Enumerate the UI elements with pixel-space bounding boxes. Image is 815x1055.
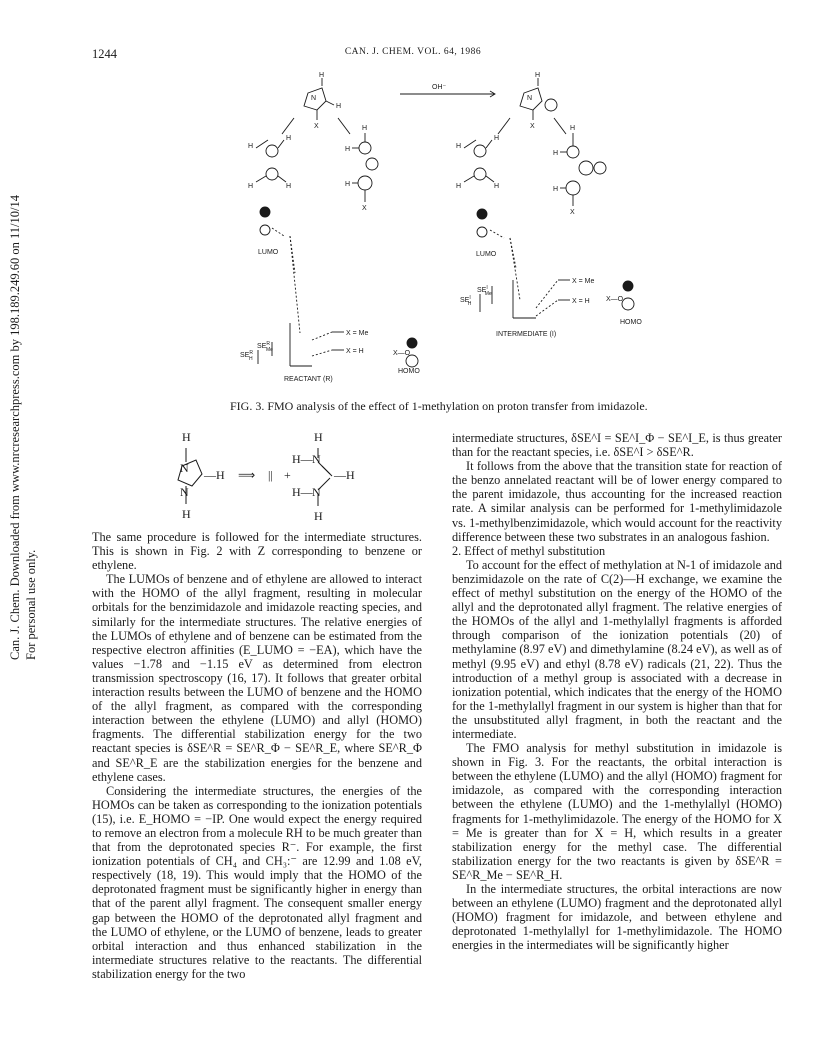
atom-label: H bbox=[248, 143, 254, 150]
atom-label: X bbox=[362, 205, 367, 212]
atom-label: X bbox=[530, 123, 535, 130]
paragraph: It follows from the above that the transition state for reaction of the benzo annelated reactant will be of lower energy compared to the parent imidazole, thus accounting for the increased reaction rate. A similar analysis can be performed for 1-methylimidazole vs. 1-methylbenzimidazole, which would account for the reactivity difference between these two substrates in an analogous fashion. bbox=[452, 459, 782, 544]
atom-label: N bbox=[312, 452, 321, 466]
atom-label: H bbox=[345, 146, 351, 153]
ethylene-symbol: || bbox=[268, 468, 273, 482]
atom-label: H bbox=[553, 150, 559, 157]
atom-label: H bbox=[494, 183, 500, 190]
lumo-label: LUMO bbox=[476, 251, 497, 258]
lumo-label: LUMO bbox=[258, 249, 279, 256]
personal-use-notice: For personal use only. bbox=[24, 549, 38, 660]
resonance-scheme bbox=[150, 428, 380, 528]
atom-label: H bbox=[314, 430, 323, 444]
atom-label: H bbox=[286, 135, 292, 142]
atom-label: H bbox=[336, 103, 342, 110]
homo-label: HOMO bbox=[620, 319, 642, 326]
x-me-label: X = Me bbox=[346, 330, 369, 337]
x-o-label: X—O bbox=[606, 296, 624, 303]
paragraph: Considering the intermediate structures, the energies of the HOMOs can be taken as corresponding to the ionization potentials (15), i.e. E_HOMO = −IP. One would expect the energy required to remove an electron from a molecule RH to be much greater than that from the deprotonated species R⁻. For example, the first ionization potentials of CH₄ and CH₃:⁻ are 12.99 and 1.08 eV, respectively (18, 19). This would imply that the HOMO of the deprotonated fragment must be significantly higher in energy than that of the parent allyl fragment. The consequent smaller energy gap between the HOMO of the deprotonated allyl fragment and the LUMO of ethylene, or the LUMO of benzene, leads to greater orbital interaction and thus enhanced stabilization in the intermediate structures relative to the reactants. The differential stabilization energy for the two bbox=[92, 783, 422, 981]
left-column bbox=[92, 530, 422, 981]
paragraph: The same procedure is followed for the intermediate structures. This is shown in Fig. 2 with Z corresponding to benzene or ethylene. bbox=[92, 530, 422, 573]
page-header bbox=[92, 47, 734, 63]
se-me-label: $SE^R$ Me bbox=[257, 341, 273, 353]
x-o-label: X—O bbox=[393, 350, 411, 357]
bond-label: —H bbox=[204, 468, 225, 482]
bond-label: —H bbox=[334, 468, 355, 482]
figure-3-labels bbox=[240, 72, 642, 383]
download-notice: Can. J. Chem. Downloaded from www.nrcresearchpress.com by 198.189.249.60 on 11/10/14 bbox=[8, 195, 22, 660]
atom-label: H bbox=[494, 135, 500, 142]
se-h-label: $SE^R$ H bbox=[240, 350, 253, 362]
resonance-arrow: ⟹ bbox=[238, 468, 256, 482]
intermediate-label: INTERMEDIATE (I) bbox=[496, 331, 557, 338]
reactant-label: REACTANT (R) bbox=[284, 376, 333, 383]
right-column bbox=[452, 431, 782, 952]
atom-label: N bbox=[180, 485, 189, 499]
reagent-label: OH⁻ bbox=[432, 84, 447, 91]
se-h-label: $SE^I$ H bbox=[460, 295, 472, 307]
bond-label: H— bbox=[292, 485, 313, 499]
running-head: CAN. J. CHEM. VOL. 64, 1986 bbox=[344, 47, 482, 57]
atom-label: H bbox=[456, 143, 462, 150]
atom-label: H bbox=[182, 430, 191, 444]
atom-label: H bbox=[286, 183, 292, 190]
atom-label: H bbox=[345, 181, 351, 188]
plus-sign: + bbox=[284, 468, 291, 482]
atom-label: H bbox=[319, 72, 325, 79]
bond-label: H— bbox=[292, 452, 313, 466]
paragraph: In the intermediate structures, the orbital interactions are now between an ethylene (LUMO) fragment and the deprotonated allyl (HOMO) fragment for imidazole, and between ethylene and deprotonated 1-methylallyl for 1-methylimidazole. The HOMO energies in the intermediates will be significantly higher bbox=[452, 882, 782, 953]
section-heading: 2. Effect of methyl substitution bbox=[452, 543, 606, 558]
atom-label: N bbox=[180, 461, 189, 475]
homo-label: HOMO bbox=[398, 368, 420, 375]
atom-label: H bbox=[248, 183, 254, 190]
atom-label: N bbox=[527, 95, 533, 102]
atom-label: H bbox=[182, 507, 191, 521]
se-me-label: $SE^I$ Me bbox=[477, 285, 492, 297]
paragraph: intermediate structures, δSE^I = SE^I_Φ − SE^I_E, is thus greater than for the reactant species, i.e. δSE^I > δSE^R. bbox=[452, 431, 782, 460]
x-h-label: X = H bbox=[572, 298, 590, 305]
atom-label: H bbox=[535, 72, 541, 79]
paragraph: To account for the effect of methylation at N-1 of imidazole and benzimidazole on the rate of C(2)—H exchange, we examine the effect of methyl substitution on the energy of the HOMO of the allyl and the deprotonated allyl fragment. The relative energies of the HOMOs of the allyl and 1-methylallyl fragments is afforded through comparison of the ionization potentials (20) of methylamine (8.97 eV) and dimethylamine (8.24 eV), as well as of methyl (9.95 eV) and ethyl (8.78 eV) radicals (21, 22). Thus the introduction of a methyl group is associated with a decrease in ionization potential, which indicates that the energy of the HOMO for the 1-methylallyl fragment in our system is higher than that for the unsubstituted allyl fragment, in both the reactant and the intermediate. bbox=[452, 557, 782, 741]
atom-label: H bbox=[553, 186, 559, 193]
atom-label: X bbox=[570, 209, 575, 216]
atom-label: H bbox=[456, 183, 462, 190]
page-number: 1244 bbox=[92, 47, 117, 61]
paragraph: The LUMOs of benzene and of ethylene are allowed to interact with the HOMO of the allyl fragment, resulting in molecular orbitals for the benzimidazole and imidazole reacting species, and similarly for the intermediate structures. The relative energies of the LUMOs of ethylene and of benzene can be estimated from the respective electron affinities (E_LUMO = −EA), which have the values −1.78 and −1.15 eV as determined from electron transmission spectroscopy (16, 17). It follows that greater orbital interaction results between the LUMO of benzene and the HOMO of the allyl fragment, as compared with the corresponding interaction between the ethylene (LUMO) and allyl (HOMO) fragments. The differential stabilization energy for the two reactant species is δSE^R = SE^R_Φ − SE^R_E, where SE^R_Φ and SE^R_E are the stabilization energies for the benzene and ethylene cases. bbox=[92, 572, 422, 784]
x-h-label: X = H bbox=[346, 348, 364, 355]
figure-3-caption: FIG. 3. FMO analysis of the effect of 1-methylation on proton transfer from imidazole. bbox=[230, 399, 648, 413]
atom-label: H bbox=[314, 509, 323, 523]
atom-label: N bbox=[312, 485, 321, 499]
paragraph: The FMO analysis for methyl substitution in imidazole is shown in Fig. 3. For the reactants, the orbital interaction is between the ethylene (LUMO) and the allyl (HOMO) fragment for imidazole, as compared with the corresponding interaction between the ethylene (LUMO) and the 1-methylallyl (HOMO) fragments for 1-methylimidazole. The energy of the HOMO for X = Me is greater than for X = H, which results in a greater stabilization energy for the methyl case. The differential stabilization energy for the two reactants is given by δSE^R = SE^R_Me − SE^R_H. bbox=[452, 741, 782, 882]
atom-label: H bbox=[362, 125, 368, 132]
x-me-label: X = Me bbox=[572, 278, 595, 285]
atom-label: H bbox=[570, 125, 576, 132]
figure-3-fmo-diagram bbox=[220, 68, 690, 398]
download-watermark bbox=[6, 195, 46, 660]
atom-label: N bbox=[311, 95, 317, 102]
atom-label: X bbox=[314, 123, 319, 130]
